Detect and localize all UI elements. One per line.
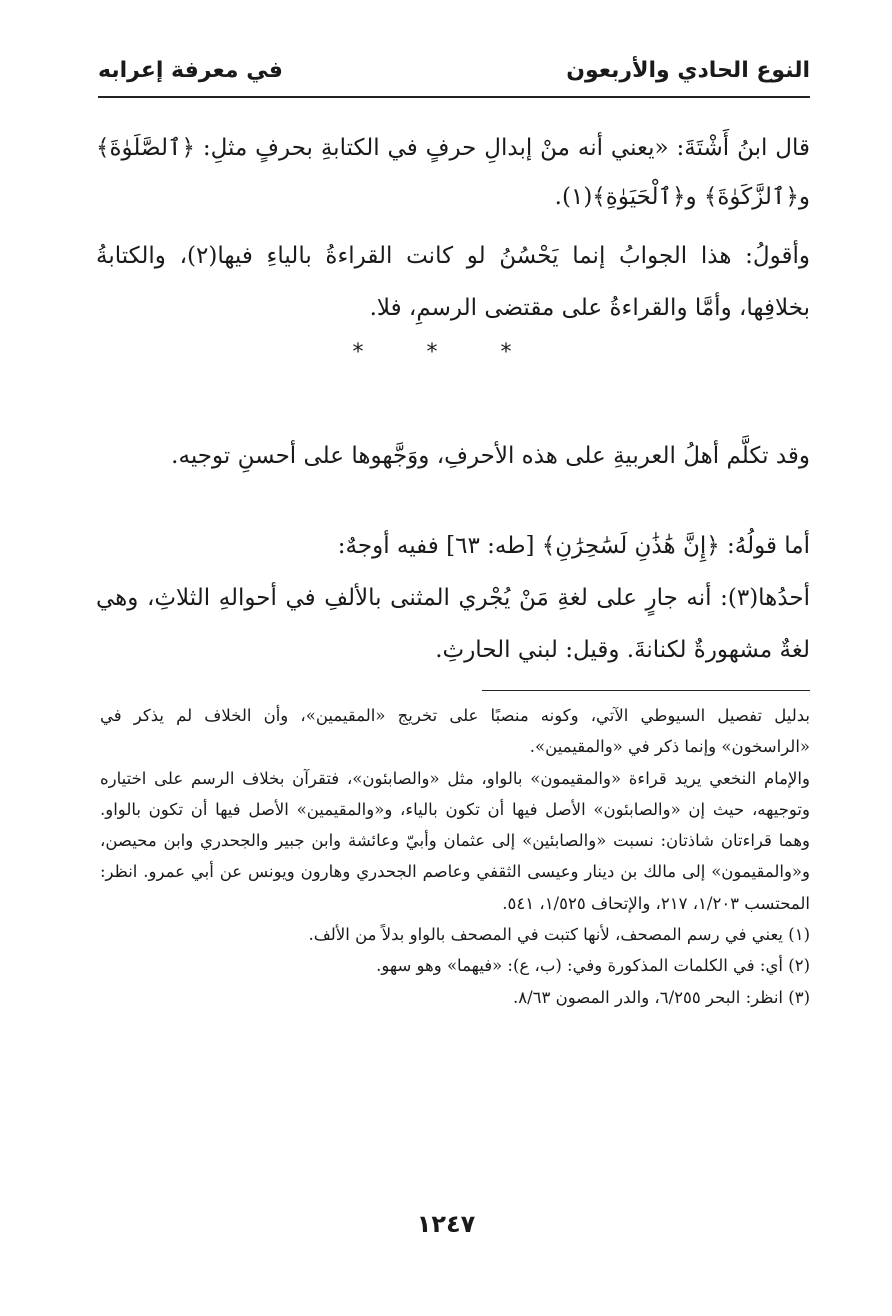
footnote-1: (١) يعني في رسم المصحف، لأنها كتبت في المصحف بالواو بدلاً من الألف. bbox=[308, 925, 810, 945]
running-header bbox=[98, 52, 810, 98]
section-separator-stars: * * * bbox=[352, 340, 540, 365]
footnote-separator bbox=[482, 690, 810, 691]
footnote-continued: والإمام النخعي يريد قراءة «والمقيمون» بالواو، مثل «والصابئون»، فتقرآن بخلاف الرسم على اختياره وتوجيهه، حيث إن «والصابئون» الأصل فيها أن تكون بالياء، و«والمقيمين» الأصل فيها أن تكون بالواو. وهما قراءتان شاذتان: نسبت «والصابئين» إلى عثمان وأبيّ وعائشة وابن جبير والجحدري وابن محيصن، و«والمقيمون» إلى مالك بن دينار وعيسى الثقفي وعاصم الجحدري وهارون ويونس عن أبي عمرو. انظر: المحتسب ١/٢٠٣، ٢١٧، والإتحاف ١/٥٢٥، ٥٤١. bbox=[100, 768, 810, 913]
footnote-continued: بدليل تفصيل السيوطي الآتي، وكونه منصبًا على تخريج «المقيمين»، وأن الخلاف لم يذكر في «الراسخون» وإنما ذكر في «والمقيمين». bbox=[100, 706, 810, 757]
paragraph-author-reply bbox=[96, 230, 810, 334]
main-paragraph: وأقولُ: هذا الجوابُ إنما يَحْسُنُ لو كانت القراءةُ بالياءِ فيها(٢)، والكتابةُ بخلافِها، وأمَّا والقراءةُ على مقتضى الرسمِ، فلا. bbox=[96, 243, 810, 321]
main-paragraph: أما قولُهُ: ﴿إِنَّ هَٰذَٰنِ لَسَٰحِرَٰنِ﴾ [طه: ٦٣] ففيه أوجهٌ: bbox=[337, 533, 810, 559]
page-number: ١٢٤٧ bbox=[416, 1210, 476, 1238]
main-paragraph: وقد تكلَّم أهلُ العربيةِ على هذه الأحرفِ، ووَجَّهوها على أحسنِ توجيه. bbox=[171, 443, 810, 469]
main-paragraph: قال ابنُ أَشْتَةَ: «يعني أنه منْ إبدالِ حرفٍ في الكتابةِ بحرفٍ مثلِ: ﴿ٱلصَّلَوٰةَ﴾ و﴿ٱلزَّكَوٰةَ﴾ و﴿ٱلْحَيَوٰةِ﴾(١). bbox=[96, 135, 810, 210]
footnote-2: (٢) أي: في الكلمات المذكورة وفي: (ب، ع): «فيهما» وهو سهو. bbox=[376, 956, 810, 976]
paragraph-ta-ha-verse bbox=[96, 520, 810, 676]
paragraph-ibn-ashta bbox=[96, 124, 810, 222]
main-paragraph: أحدُها(٣): أنه جارٍ على لغةِ مَنْ يُجْري المثنى بالألفِ في أحوالهِ الثلاثِ، وهي لغةٌ مشهورةٌ لكنانةَ. وقيل: لبني الحارثِ. bbox=[96, 585, 810, 663]
section-title: في معرفة إعرابه bbox=[98, 58, 283, 83]
chapter-title: النوع الحادي والأربعون bbox=[566, 58, 810, 83]
footnotes bbox=[100, 700, 810, 1013]
footnote-3: (٣) انظر: البحر ٦/٢٥٥، والدر المصون ٨/٦٣. bbox=[512, 987, 810, 1007]
paragraph-grammarians bbox=[96, 428, 810, 484]
